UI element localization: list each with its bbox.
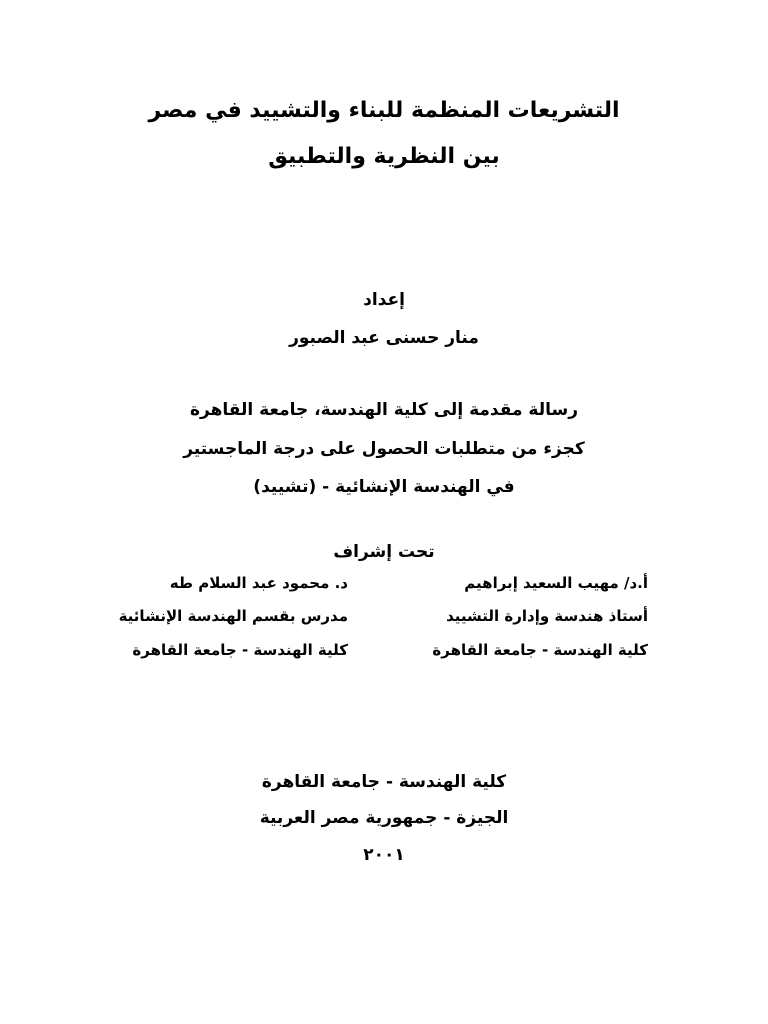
thesis-title-line-2: بين النظرية والتطبيق [268,144,500,169]
supervisor-2-affiliation: كلية الهندسة - جامعة القاهرة [132,641,348,659]
thesis-statement-line-3: في الهندسة الإنشائية - (تشييد) [253,477,515,497]
thesis-statement-line-2: كجزء من متطلبات الحصول على درجة الماجستير [183,439,585,459]
supervisor-1-name: أ.د/ مهيب السعيد إبراهيم [464,574,648,592]
supervisor-2-position: مدرس بقسم الهندسة الإنشائية [118,607,348,625]
thesis-statement-line-1: رسالة مقدمة إلى كلية الهندسة، جامعة القاهرة [190,400,578,420]
supervisor-2-name: د. محمود عبد السلام طه [169,574,348,592]
footer-institution: كلية الهندسة - جامعة القاهرة [261,772,507,792]
footer-year: ٢٠٠١ [363,845,405,865]
thesis-title-line-1: التشريعات المنظمة للبناء والتشييد في مصر [148,98,620,123]
supervision-label: تحت إشراف [333,542,435,562]
prepared-by-label: إعداد [363,290,405,310]
supervisor-1-position: أستاذ هندسة وإدارة التشييد [446,607,648,625]
footer-location: الجيزة - جمهورية مصر العربية [259,808,509,828]
author-name: منار حسنى عبد الصبور [289,328,479,348]
supervisor-1-affiliation: كلية الهندسة - جامعة القاهرة [432,641,648,659]
